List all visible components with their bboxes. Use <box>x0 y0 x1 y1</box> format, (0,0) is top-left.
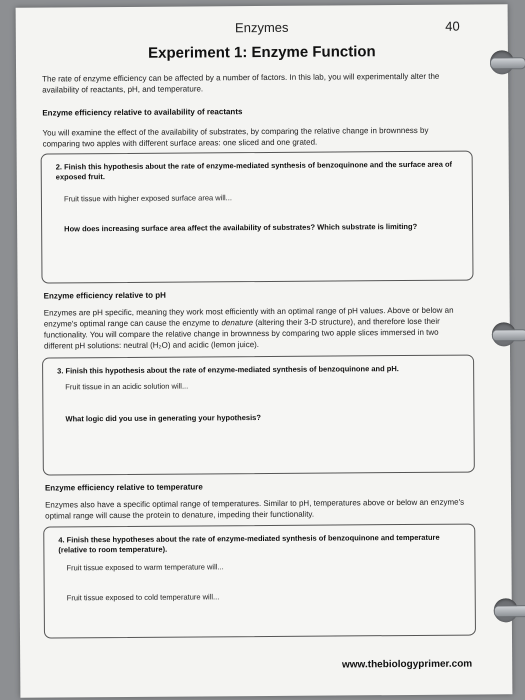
question-2-ask: How does increasing surface area affect the availability of substrates? Which substrate is limiting? <box>64 221 418 234</box>
worksheet-page <box>16 4 513 697</box>
question-2-prompt: Fruit tissue with higher exposed surface area will... <box>63 193 232 204</box>
question-4-prompt-cold: Fruit tissue exposed to cold temperature will... <box>66 592 220 603</box>
question-3-text: 3. Finish this hypothesis about the rate of enzyme-mediated synthesis of benzoquinone and pH. <box>57 364 399 376</box>
section-heading-reactants: Enzyme efficiency relative to availability of reactants <box>42 107 243 118</box>
footer-website: www.thebiologyprimer.com <box>341 658 473 671</box>
section-heading-temperature: Enzyme efficiency relative to temperature <box>44 482 203 493</box>
question-4-box[interactable] <box>43 524 476 639</box>
section-text-reactants: You will examine the effect of the availability of substrates, by comparing the relative change in brownness by comparing two apples with different surface areas: one sliced and one grated. <box>42 125 429 149</box>
section-text-ph-part2: (altering their 3-D structure), and therefore lose their functionality. You will compare the relative change in brownness by comparing two apple slices immersed in two different pH solutions: neutral (H₂O) and acidic (lemon juice). <box>43 316 440 351</box>
question-3-box[interactable] <box>42 355 475 476</box>
question-2-text: 2. Finish this hypothesis about the rate of enzyme-mediated synthesis of benzoquinone and the surface area of exposed fruit. <box>55 159 453 182</box>
binder-ring-bottom <box>494 605 525 617</box>
binder-ring-middle <box>492 329 525 341</box>
denature-term: denature <box>221 318 254 328</box>
page-number: 40 <box>445 18 460 34</box>
section-text-ph-part1: Enzymes are pH specific, meaning they work most efficiently with an optimal range of pH values. Above or below an enzyme's optimal range can cause the enzyme to <box>43 305 454 329</box>
section-heading-ph: Enzyme efficiency relative to pH <box>43 290 166 301</box>
experiment-title: Experiment 1: Enzyme Function <box>148 43 376 62</box>
question-2-box[interactable] <box>41 151 474 284</box>
question-3-ask: What logic did you use in generating your hypothesis? <box>65 413 261 424</box>
intro-paragraph: The rate of enzyme efficiency can be affected by a number of factors. In this lab, you will experimentally alter the availability of reactants, pH, and temperature. <box>42 71 440 95</box>
question-4-prompt-warm: Fruit tissue exposed to warm temperature will... <box>66 562 224 573</box>
section-text-ph <box>44 305 464 352</box>
question-4-text: 4. Finish these hypotheses about the rate of enzyme-mediated synthesis of benzoquinone and temperature (relative to room temperature). <box>58 532 440 555</box>
section-text-temperature: Enzymes also have a specific optimal range of temperatures. Similar to pH, temperatures above or below an enzyme's optimal range will cause the protein to denature, impeding their functionality. <box>45 497 465 521</box>
question-3-prompt: Fruit tissue in an acidic solution will... <box>65 381 189 392</box>
header-title: Enzymes <box>234 19 289 36</box>
